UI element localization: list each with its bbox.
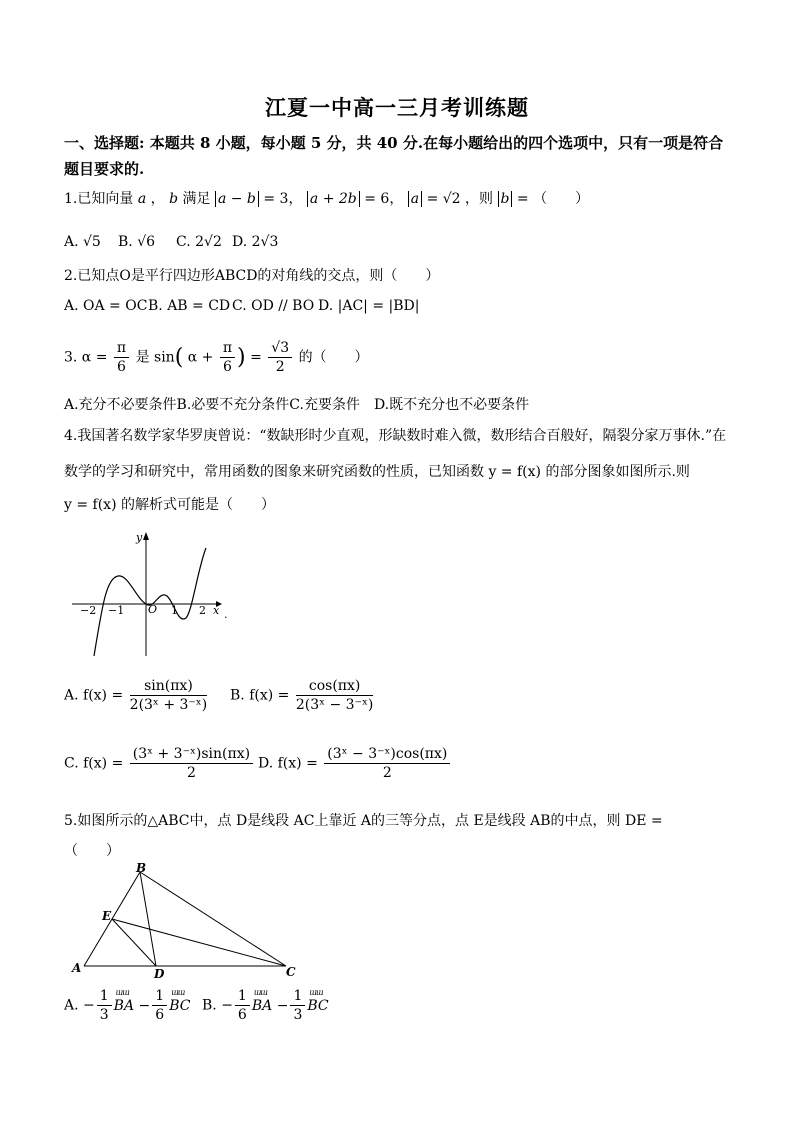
q1-ask-pre: ，则 — [465, 191, 494, 207]
q5-label-D: D — [154, 967, 165, 981]
q4-option-b: B. f(x) = $\frac{\cos(\pi x)}{\text{2(3ˣ − 3⁻ˣ)}}$ — [230, 678, 374, 713]
q4-function-graph — [66, 528, 236, 658]
q5-label-C: C — [286, 965, 296, 979]
q1-option-a: A. √5 — [64, 234, 101, 250]
q1-ask-abs: b — [498, 191, 513, 207]
q1-cond1-val: = 3 — [263, 191, 289, 207]
q5-option-b: B. − $\frac{1}{6}$ ɯɯ BA − $\frac{1}{3}$ ɯɯ BC — [202, 988, 329, 1023]
q1-cond3-val: = √2 — [426, 191, 461, 207]
q4-origin-label: O — [148, 603, 158, 616]
question-2-stem: 2.已知点O是平行四边形ABCD的对角线的交点，则（ ） — [64, 268, 440, 284]
q1-cond2-abs: a + 2b — [307, 191, 360, 207]
q2-option-d: D. |AC| = |BD| — [318, 298, 420, 314]
q4-curve — [94, 548, 206, 656]
q3-stem-pre: 3. α = — [64, 349, 108, 366]
q3-eq: = — [250, 349, 262, 366]
q4-period-mark: . — [224, 608, 228, 621]
q2-option-c: C. OD // BO — [232, 298, 315, 314]
q3-inner: α + — [187, 349, 214, 366]
q1-cond2-val: = 6 — [364, 191, 390, 207]
q4-option-d: D. f(x) = $\frac{\text{(3ˣ − 3⁻ˣ)cos(πx)}}{2}$ — [258, 746, 452, 781]
q4-tick-p1: 1 — [171, 604, 178, 617]
q3-mid: 是 sin — [135, 349, 175, 366]
q2-option-b: B. AB = CD — [148, 298, 231, 314]
q4-tick-m1: −1 — [108, 604, 125, 617]
q3-frac3: $\frac{√3}{2}$ — [268, 340, 292, 375]
section-heading: 一、选择题: 本题共 8 小题，每小题 5 分，共 40 分.在每小题给出的四个选项中，只有一项是符合题目要求的. — [64, 134, 724, 178]
q5-label-A: A — [72, 961, 82, 975]
question-5-stem: 5.如图所示的△ABC中，点 D是线段 AC上靠近 A的三等分点，点 E是线段 AB的中点，则 DE = — [64, 813, 663, 829]
q1-cond3-abs: a — [408, 191, 422, 207]
q5-triangle-figure — [68, 862, 308, 982]
q1-option-c: C. 2√2 — [176, 234, 222, 250]
q4-option-c: C. f(x) = $\frac{\text{(3ˣ + 3⁻ˣ)sin(πx)}}{2}$ — [64, 746, 255, 781]
q1-cond1-abs: a − b — [215, 191, 259, 207]
q2-option-a: A. OA = OC — [64, 298, 148, 314]
q4-tick-p2: 2 — [199, 604, 206, 617]
q1-option-b: B. √6 — [118, 234, 156, 250]
question-1-stem: 1.已知向量 a ， b 满足 a − b = 3， a + 2b = 6， a = √2 ，则 b = （ ） — [64, 191, 590, 207]
q3-options: A.充分不必要条件B.必要不充分条件C.充要条件 D.既不充分也不必要条件 — [64, 397, 530, 413]
q4-option-a: A. f(x) = $\frac{\sin(\pi x)}{\text{2(3ˣ + 3⁻ˣ)}}$ — [64, 678, 208, 713]
q1-sep: ， — [150, 191, 165, 207]
question-4-stem: 4.我国著名数学家华罗庚曾说：“数缺形时少直观，形缺数时难入微，数形结合百般好，隔裂分家万事休.”在数学的学习和研究中，常用函数的图象来研究函数的性质，已知函数 y = f(x) 的部分图象如图所示.则 — [64, 428, 727, 480]
q4-y-arrow — [143, 532, 149, 540]
q1-vec-b: b — [169, 191, 179, 207]
q5-label-B: B — [136, 862, 147, 875]
q5-option-a: A. − $\frac{1}{3}$ ɯɯ BA − $\frac{1}{6}$ ɯɯ BC — [64, 988, 190, 1023]
page-title: 江夏一中高一三月考训练题 — [265, 95, 529, 120]
q1-cond: 满足 — [182, 191, 211, 207]
q4-x-label: x — [213, 604, 220, 617]
question-5-stem-2: （ ） — [64, 843, 120, 859]
q1-vec-a: a — [137, 191, 147, 207]
question-4-stem-2: y = f(x) 的解析式可能是（ ） — [64, 497, 275, 513]
q1-stem-pre: 1.已知向量 — [64, 191, 134, 207]
q4-y-label: y — [136, 531, 143, 544]
q3-frac2: $\frac{\pi}{6}$ — [220, 340, 235, 375]
q5-label-E: E — [102, 909, 112, 923]
q3-post: 的（ ） — [298, 349, 369, 366]
question-3-stem: 3. α = $\frac{\pi}{6}$ 是 sin( α + $\frac{\pi}{6}$ ) = $\frac{√3}{2}$ 的（ ） — [64, 340, 369, 375]
q1-option-d: D. 2√3 — [232, 234, 279, 250]
q3-frac1: $\frac{\pi}{6}$ — [114, 340, 129, 375]
q4-tick-m2: −2 — [80, 604, 97, 617]
q1-ask-post: = （ ） — [516, 191, 590, 207]
